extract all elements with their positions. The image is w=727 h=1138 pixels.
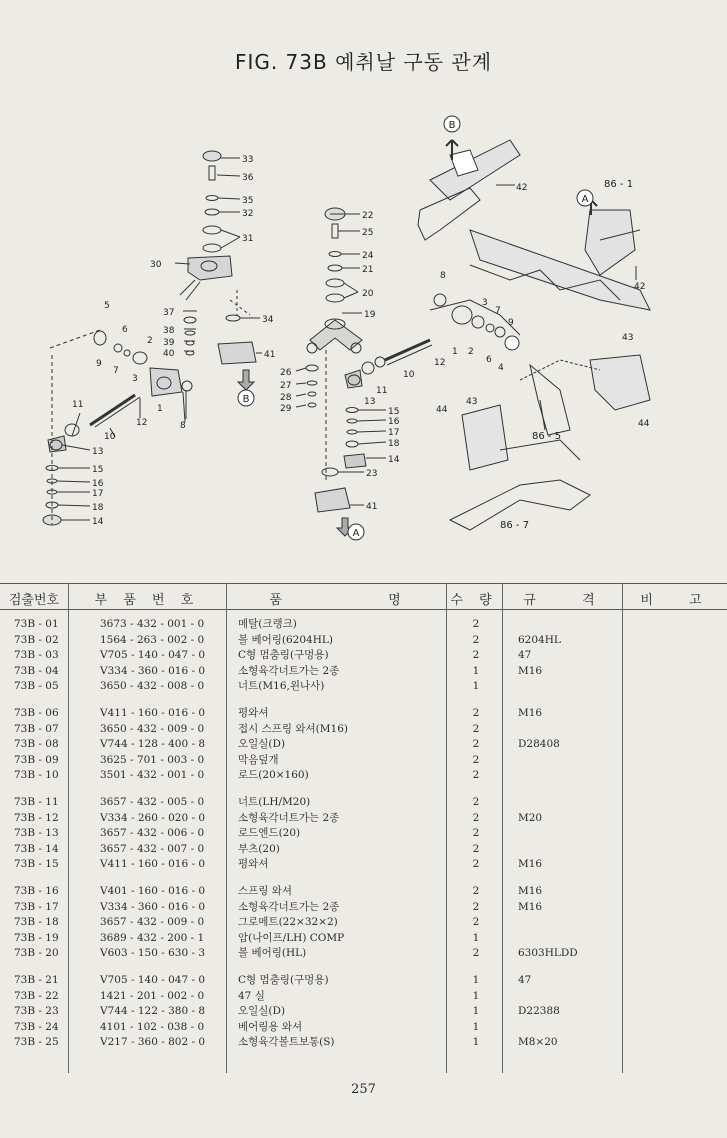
table-row bbox=[0, 679, 727, 694]
table-row bbox=[0, 633, 727, 648]
table-row bbox=[0, 737, 727, 752]
row-code: 73B - 22 bbox=[14, 989, 59, 1002]
row-quantity: 2 bbox=[472, 707, 480, 719]
callout: 2 bbox=[147, 336, 153, 346]
table-row bbox=[0, 900, 727, 915]
callout: 14 bbox=[388, 455, 400, 465]
row-part-name: 볼 베어링(6204HL) bbox=[238, 633, 333, 646]
row-quantity: 2 bbox=[472, 753, 480, 766]
row-part-number: 3625 - 701 - 003 - 0 bbox=[100, 753, 205, 766]
table-row bbox=[0, 931, 727, 946]
callout: 39 bbox=[163, 338, 175, 348]
table-row bbox=[0, 1020, 727, 1035]
row-part-number: 3657 - 432 - 007 - 0 bbox=[100, 842, 205, 855]
callout: 28 bbox=[280, 393, 292, 403]
row-part-name: 부츠(20) bbox=[238, 842, 280, 855]
callout: 6 bbox=[122, 325, 128, 335]
row-part-name: 볼 베어링(HL) bbox=[238, 947, 307, 960]
row-part-name: 로드엔드(20) bbox=[238, 827, 301, 840]
row-code: 73B - 19 bbox=[14, 931, 59, 944]
row-part-number: 4101 - 102 - 038 - 0 bbox=[100, 1020, 205, 1033]
callout: 36 bbox=[242, 173, 254, 183]
row-part-number: 3657 - 432 - 009 - 0 bbox=[100, 916, 205, 929]
callout: 13 bbox=[92, 447, 104, 457]
row-part-name: 너트(M16,왼나사) bbox=[238, 680, 325, 693]
callout: 19 bbox=[364, 310, 376, 320]
table-row bbox=[0, 753, 727, 768]
table-row bbox=[0, 915, 727, 930]
row-part-name: 베어링용 와셔 bbox=[238, 1020, 303, 1033]
row-code: 73B - 18 bbox=[14, 916, 59, 929]
callout: 8 bbox=[440, 271, 446, 281]
row-spec: 6303HLDD bbox=[518, 947, 578, 960]
row-quantity: 2 bbox=[472, 916, 480, 929]
table-row bbox=[0, 664, 727, 679]
header-part-no: 부 품 번 호 bbox=[94, 593, 200, 608]
row-part-name: 47 실 bbox=[238, 989, 265, 1002]
view-marker-b-top: B bbox=[448, 120, 456, 131]
table-row bbox=[0, 946, 727, 961]
callout: 16 bbox=[92, 479, 104, 489]
row-code: 73B - 16 bbox=[14, 885, 59, 897]
row-part-number: 1564 - 263 - 002 - 0 bbox=[100, 633, 205, 646]
row-code: 73B - 08 bbox=[14, 738, 59, 751]
row-code: 73B - 17 bbox=[14, 900, 59, 913]
row-code: 73B - 14 bbox=[14, 842, 59, 855]
row-part-name: 막음덮개 bbox=[238, 753, 279, 766]
callout: 34 bbox=[262, 315, 274, 325]
row-code: 73B - 25 bbox=[14, 1036, 59, 1049]
view-marker-a-bottom: A bbox=[352, 528, 360, 539]
row-quantity: 1 bbox=[472, 664, 480, 677]
row-part-number: 3501 - 432 - 001 - 0 bbox=[100, 769, 205, 782]
callout: 11 bbox=[376, 386, 388, 396]
table-row bbox=[0, 989, 727, 1004]
row-quantity: 2 bbox=[472, 858, 480, 871]
callout: 27 bbox=[280, 381, 292, 391]
row-part-number: V411 - 160 - 016 - 0 bbox=[100, 707, 206, 719]
row-quantity: 2 bbox=[472, 738, 480, 751]
assembly-label-86-7: 86 - 7 bbox=[500, 520, 530, 531]
callout: 8 bbox=[180, 421, 186, 431]
callout: 21 bbox=[362, 265, 374, 275]
callout: 42 bbox=[516, 183, 528, 193]
row-spec: M16 bbox=[518, 664, 543, 677]
callout: 15 bbox=[388, 407, 400, 417]
row-spec: M16 bbox=[518, 900, 543, 913]
callout: 24 bbox=[362, 251, 374, 261]
row-part-name: 소형육각너트가는 2종 bbox=[238, 664, 340, 677]
table-header bbox=[0, 583, 727, 610]
row-part-name: 스프링 와셔 bbox=[238, 885, 293, 897]
row-code: 73B - 07 bbox=[14, 722, 59, 735]
callout: 4 bbox=[498, 363, 504, 373]
row-code: 73B - 23 bbox=[14, 1005, 59, 1018]
row-part-name: 평와셔 bbox=[238, 707, 269, 719]
callout: 2 bbox=[468, 347, 474, 357]
row-part-name: C형 멈춤링(구멍용) bbox=[238, 974, 329, 986]
row-part-number: V334 - 260 - 020 - 0 bbox=[100, 811, 206, 824]
callout: 18 bbox=[388, 439, 400, 449]
table-row bbox=[0, 857, 727, 872]
row-spec: D28408 bbox=[518, 738, 560, 751]
row-code: 73B - 05 bbox=[14, 680, 59, 693]
row-part-number: V744 - 128 - 400 - 8 bbox=[100, 738, 206, 751]
callout: 20 bbox=[362, 289, 374, 299]
assembly-label-86-5: 86 - 5 bbox=[532, 431, 562, 442]
row-part-name: 소형육각너트가는 2종 bbox=[238, 900, 340, 913]
callout: 1 bbox=[452, 347, 458, 357]
row-quantity: 2 bbox=[472, 618, 480, 630]
callout: 5 bbox=[104, 301, 110, 311]
callout: 26 bbox=[280, 368, 292, 378]
row-part-number: V334 - 360 - 016 - 0 bbox=[100, 664, 206, 677]
header-name: 품 명 bbox=[269, 593, 407, 608]
row-quantity: 1 bbox=[472, 931, 480, 944]
callout: 42 bbox=[634, 282, 646, 292]
row-part-number: 1421 - 201 - 002 - 0 bbox=[100, 989, 205, 1002]
callout: 44 bbox=[638, 419, 650, 429]
table-row bbox=[0, 842, 727, 857]
callout: 12 bbox=[434, 358, 446, 368]
row-part-number: 3657 - 432 - 006 - 0 bbox=[100, 827, 205, 840]
callout: 12 bbox=[136, 418, 148, 428]
callout: 14 bbox=[92, 517, 104, 527]
page-number: 257 bbox=[351, 1082, 376, 1097]
callout: 32 bbox=[242, 209, 254, 219]
callout: 38 bbox=[163, 326, 175, 336]
callout: 10 bbox=[104, 432, 116, 442]
row-spec: D22388 bbox=[518, 1005, 560, 1018]
row-spec: M16 bbox=[518, 885, 543, 897]
callout: 44 bbox=[436, 405, 448, 415]
row-quantity: 2 bbox=[472, 947, 480, 960]
row-quantity: 2 bbox=[472, 649, 480, 662]
callout: 37 bbox=[163, 308, 175, 318]
table-row bbox=[0, 617, 727, 632]
row-code: 73B - 09 bbox=[14, 753, 59, 766]
callout: 31 bbox=[242, 234, 254, 244]
table-row bbox=[0, 826, 727, 841]
row-part-name: 소형육각너트가는 2종 bbox=[238, 811, 340, 824]
row-code: 73B - 01 bbox=[14, 618, 59, 630]
row-quantity: 2 bbox=[472, 769, 480, 782]
row-part-number: V744 - 122 - 380 - 8 bbox=[100, 1005, 206, 1018]
callout: 7 bbox=[495, 306, 501, 316]
row-code: 73B - 24 bbox=[14, 1020, 59, 1033]
table-row bbox=[0, 722, 727, 737]
row-quantity: 2 bbox=[472, 885, 480, 897]
table-row bbox=[0, 811, 727, 826]
figure-title: FIG. 73B 예취날 구동 관계 bbox=[234, 50, 493, 74]
callout: 43 bbox=[466, 397, 478, 407]
row-part-name: 메탈(크랭크) bbox=[238, 618, 297, 630]
row-part-number: 3689 - 432 - 200 - 1 bbox=[100, 931, 205, 944]
row-part-number: 3657 - 432 - 005 - 0 bbox=[100, 796, 205, 808]
row-spec: 47 bbox=[518, 649, 532, 662]
callout: 15 bbox=[92, 465, 104, 475]
assembly-label-86-1: 86 - 1 bbox=[604, 179, 634, 190]
row-part-number: 3673 - 432 - 001 - 0 bbox=[100, 618, 205, 630]
row-part-number: V705 - 140 - 047 - 0 bbox=[100, 649, 206, 662]
table-row bbox=[0, 795, 727, 810]
row-quantity: 2 bbox=[472, 900, 480, 913]
callout: 40 bbox=[163, 349, 175, 359]
row-quantity: 1 bbox=[472, 1036, 480, 1049]
view-marker-b-bottom: B bbox=[242, 394, 250, 405]
callout: 22 bbox=[362, 211, 374, 221]
row-part-number: V334 - 360 - 016 - 0 bbox=[100, 900, 206, 913]
table-row bbox=[0, 648, 727, 663]
row-code: 73B - 13 bbox=[14, 827, 59, 840]
row-part-number: V705 - 140 - 047 - 0 bbox=[100, 974, 206, 986]
callout: 29 bbox=[280, 404, 292, 414]
row-quantity: 2 bbox=[472, 722, 480, 735]
row-code: 73B - 21 bbox=[14, 974, 59, 986]
row-quantity: 1 bbox=[472, 989, 480, 1002]
row-quantity: 2 bbox=[472, 827, 480, 840]
exploded-parts-diagram bbox=[0, 100, 727, 580]
row-part-name: C형 멈춤링(구멍용) bbox=[238, 649, 329, 662]
callout: 41 bbox=[264, 350, 276, 360]
callout: 9 bbox=[508, 318, 514, 328]
table-row bbox=[0, 884, 727, 899]
row-part-name: 그로메트(22×32×2) bbox=[238, 916, 338, 929]
row-code: 73B - 12 bbox=[14, 811, 59, 824]
row-part-number: V217 - 360 - 802 - 0 bbox=[100, 1036, 206, 1049]
callout: 3 bbox=[482, 298, 488, 308]
callout: 30 bbox=[150, 260, 162, 270]
callout: 35 bbox=[242, 196, 254, 206]
table-row bbox=[0, 973, 727, 988]
row-part-name: 너트(LH/M20) bbox=[238, 796, 311, 808]
row-quantity: 1 bbox=[472, 680, 480, 693]
row-quantity: 1 bbox=[472, 1020, 480, 1033]
callout: 17 bbox=[92, 489, 104, 499]
callout: 9 bbox=[96, 359, 102, 369]
row-part-name: 접시 스프링 와셔(M16) bbox=[238, 722, 348, 735]
row-quantity: 2 bbox=[472, 811, 480, 824]
row-part-number: 3650 - 432 - 008 - 0 bbox=[100, 680, 205, 693]
row-code: 73B - 06 bbox=[14, 707, 59, 719]
callout: 33 bbox=[242, 155, 254, 165]
callout: 16 bbox=[388, 417, 400, 427]
row-spec: 47 bbox=[518, 974, 532, 986]
table-row bbox=[0, 706, 727, 721]
callout: 41 bbox=[366, 502, 378, 512]
view-markers bbox=[243, 120, 589, 539]
parts-table bbox=[0, 583, 727, 1073]
callout: 18 bbox=[92, 503, 104, 513]
row-part-number: V411 - 160 - 016 - 0 bbox=[100, 858, 206, 871]
view-marker-a-top: A bbox=[581, 194, 589, 205]
row-quantity: 2 bbox=[472, 633, 480, 646]
row-spec: M16 bbox=[518, 858, 543, 871]
callout: 1 bbox=[157, 404, 163, 414]
row-spec: M8×20 bbox=[518, 1036, 558, 1049]
row-code: 73B - 11 bbox=[14, 796, 59, 808]
row-part-name: 오일실(D) bbox=[238, 738, 286, 751]
table-row bbox=[0, 1004, 727, 1019]
callout: 10 bbox=[403, 370, 415, 380]
callout: 25 bbox=[362, 228, 374, 238]
row-spec: M20 bbox=[518, 811, 543, 824]
table-row bbox=[0, 768, 727, 783]
row-part-name: 오일실(D) bbox=[238, 1005, 286, 1018]
callout: 11 bbox=[72, 400, 84, 410]
header-remark: 비 고 bbox=[640, 593, 708, 608]
row-part-number: V401 - 160 - 016 - 0 bbox=[100, 885, 206, 897]
row-quantity: 2 bbox=[472, 796, 480, 808]
row-part-name: 평와셔 bbox=[238, 858, 269, 871]
row-part-number: V603 - 150 - 630 - 3 bbox=[100, 947, 206, 960]
row-part-name: 암(나이프/LH) COMP bbox=[238, 931, 345, 944]
row-quantity: 1 bbox=[472, 1005, 480, 1018]
row-code: 73B - 03 bbox=[14, 649, 59, 662]
callout: 43 bbox=[622, 333, 634, 343]
row-part-number: 3650 - 432 - 009 - 0 bbox=[100, 722, 205, 735]
row-code: 73B - 20 bbox=[14, 947, 59, 960]
row-code: 73B - 10 bbox=[14, 769, 59, 782]
callout: 17 bbox=[388, 428, 400, 438]
table-row bbox=[0, 1035, 727, 1050]
callout: 7 bbox=[113, 366, 119, 376]
callout: 3 bbox=[132, 374, 138, 384]
row-code: 73B - 04 bbox=[14, 664, 59, 677]
row-part-name: 소형육각볼트보통(S) bbox=[238, 1036, 335, 1049]
row-code: 73B - 15 bbox=[14, 858, 59, 871]
callout: 6 bbox=[486, 355, 492, 365]
header-code: 검출번호 bbox=[8, 593, 60, 608]
row-part-name: 로드(20×160) bbox=[238, 769, 309, 782]
callout: 23 bbox=[366, 469, 378, 479]
callout: 13 bbox=[364, 397, 376, 407]
row-quantity: 1 bbox=[472, 974, 480, 986]
header-spec: 규 격 bbox=[523, 593, 601, 608]
row-quantity: 2 bbox=[472, 842, 480, 855]
row-spec: M16 bbox=[518, 707, 543, 719]
row-code: 73B - 02 bbox=[14, 633, 59, 646]
row-spec: 6204HL bbox=[518, 633, 561, 646]
header-qty: 수 량 bbox=[450, 593, 498, 608]
